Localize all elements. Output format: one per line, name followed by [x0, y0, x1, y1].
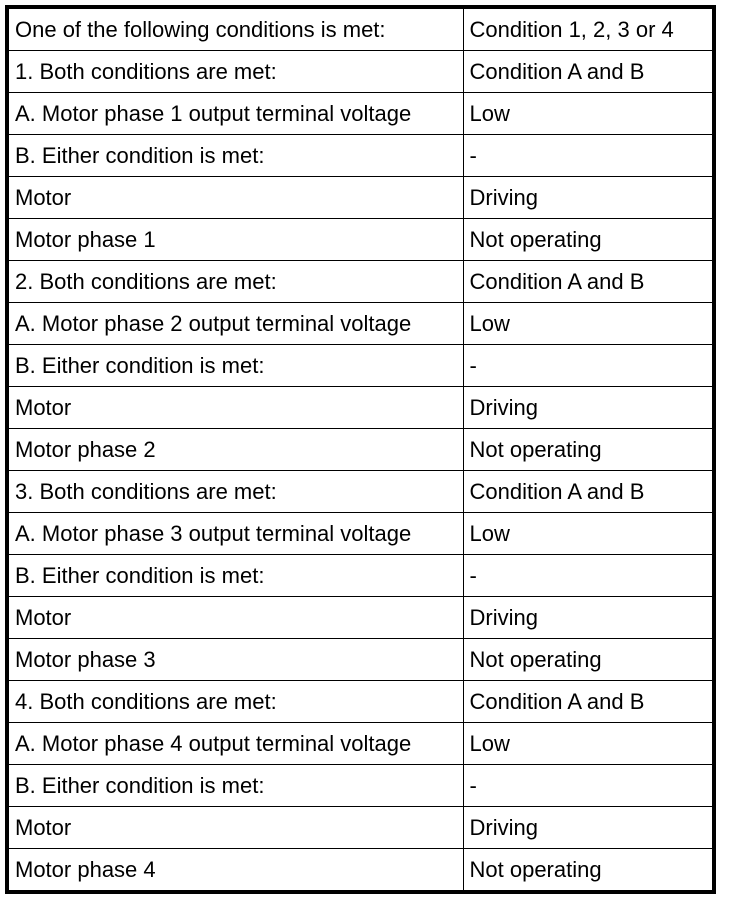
- table-row: [7, 765, 714, 807]
- condition-cell: 2. Both conditions are met:: [7, 261, 463, 303]
- table-row: [7, 345, 714, 387]
- table-row: [7, 51, 714, 93]
- table-row: [7, 597, 714, 639]
- condition-cell: 1. Both conditions are met:: [7, 51, 463, 93]
- condition-cell: Motor: [7, 387, 463, 429]
- value-cell: Low: [463, 513, 714, 555]
- value-cell: Condition A and B: [463, 261, 714, 303]
- table-row: [7, 555, 714, 597]
- table-row: [7, 303, 714, 345]
- value-cell: Not operating: [463, 849, 714, 893]
- table-row: [7, 429, 714, 471]
- conditions-table: [5, 5, 716, 894]
- condition-cell: B. Either condition is met:: [7, 135, 463, 177]
- table-row: [7, 639, 714, 681]
- condition-cell: Motor phase 1: [7, 219, 463, 261]
- condition-cell: Motor phase 4: [7, 849, 463, 893]
- value-cell: Driving: [463, 177, 714, 219]
- value-cell: Driving: [463, 807, 714, 849]
- value-cell: Condition A and B: [463, 681, 714, 723]
- table-row: [7, 681, 714, 723]
- value-cell: Not operating: [463, 429, 714, 471]
- table-row: [7, 177, 714, 219]
- table-row: [7, 849, 714, 893]
- condition-cell: A. Motor phase 1 output terminal voltage: [7, 93, 463, 135]
- table-row: [7, 807, 714, 849]
- condition-cell: Motor: [7, 807, 463, 849]
- table-row: [7, 723, 714, 765]
- condition-cell: Motor: [7, 177, 463, 219]
- table-row: [7, 93, 714, 135]
- table-row: [7, 261, 714, 303]
- value-cell: -: [463, 555, 714, 597]
- conditions-table-body: [7, 7, 714, 892]
- condition-cell: A. Motor phase 2 output terminal voltage: [7, 303, 463, 345]
- value-cell: -: [463, 135, 714, 177]
- value-cell: Not operating: [463, 219, 714, 261]
- condition-cell: Motor: [7, 597, 463, 639]
- table-row: [7, 219, 714, 261]
- value-cell: -: [463, 765, 714, 807]
- condition-cell: Motor phase 3: [7, 639, 463, 681]
- value-cell: Driving: [463, 387, 714, 429]
- condition-cell: One of the following conditions is met:: [7, 7, 463, 51]
- condition-cell: A. Motor phase 3 output terminal voltage: [7, 513, 463, 555]
- table-row: [7, 135, 714, 177]
- condition-cell: B. Either condition is met:: [7, 555, 463, 597]
- value-cell: Condition A and B: [463, 471, 714, 513]
- value-cell: Low: [463, 93, 714, 135]
- value-cell: -: [463, 345, 714, 387]
- table-row: [7, 7, 714, 51]
- condition-cell: B. Either condition is met:: [7, 765, 463, 807]
- table-row: [7, 513, 714, 555]
- value-cell: Condition 1, 2, 3 or 4: [463, 7, 714, 51]
- condition-cell: B. Either condition is met:: [7, 345, 463, 387]
- value-cell: Not operating: [463, 639, 714, 681]
- table-row: [7, 387, 714, 429]
- value-cell: Low: [463, 303, 714, 345]
- value-cell: Condition A and B: [463, 51, 714, 93]
- condition-cell: Motor phase 2: [7, 429, 463, 471]
- value-cell: Low: [463, 723, 714, 765]
- value-cell: Driving: [463, 597, 714, 639]
- condition-cell: A. Motor phase 4 output terminal voltage: [7, 723, 463, 765]
- condition-cell: 4. Both conditions are met:: [7, 681, 463, 723]
- condition-cell: 3. Both conditions are met:: [7, 471, 463, 513]
- table-row: [7, 471, 714, 513]
